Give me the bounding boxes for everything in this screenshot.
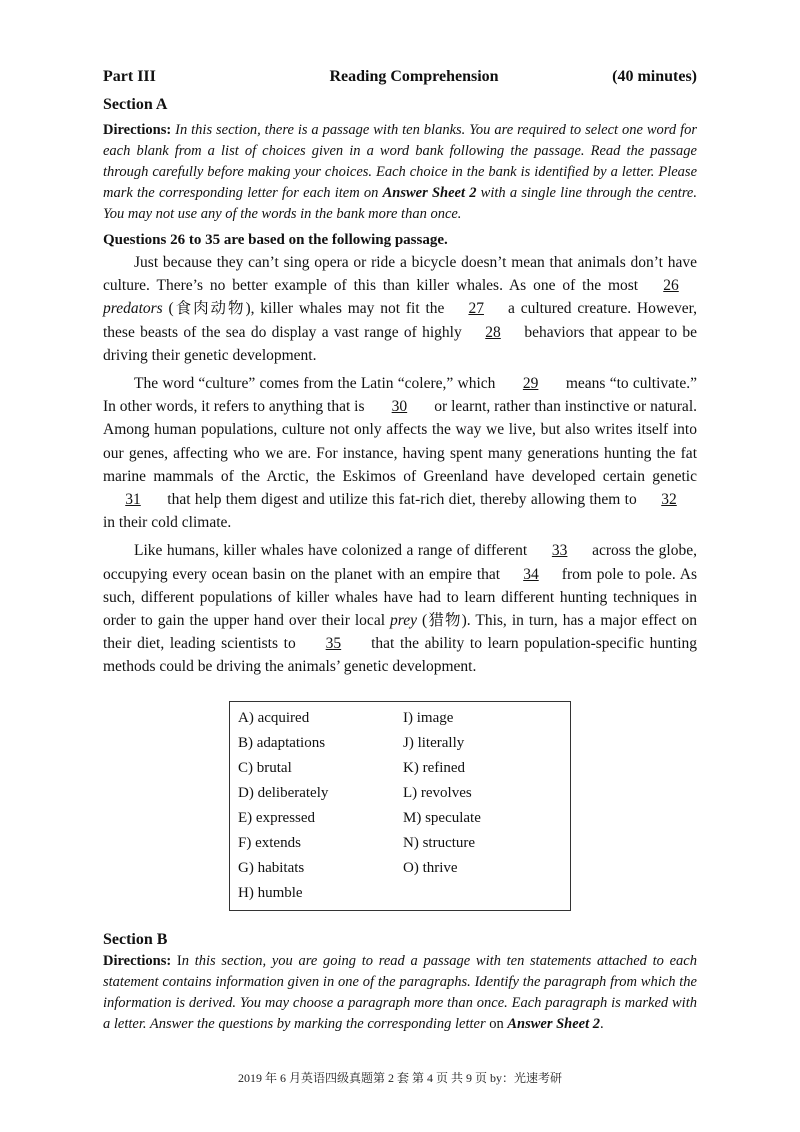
text-run: means “to cultivate.” In other words, it refers to anything that is xyxy=(103,375,697,416)
passage-paragraph-1 xyxy=(103,251,697,367)
text-run: (猎物). This, in turn, has a major effect on their diet, leading scientists to xyxy=(103,612,698,653)
word-option: K) refined xyxy=(403,759,466,776)
text-run: that help them digest and utilize this fat-rich diet, thereby allowing them to xyxy=(163,491,641,509)
text-run: (食肉动物), killer whales may not fit the xyxy=(162,300,451,318)
blank-29: 29 xyxy=(522,375,539,393)
word-option: L) revolves xyxy=(403,784,472,801)
text-run: from pole to pole. As such, different populations of killer whales have had to learn different hunting techniques in order to gain the upper hand over their local xyxy=(103,565,697,630)
page-footer: 2019 年 6 月英语四级真题第 2 套 第 4 页 共 9 页 by：光速考研 xyxy=(237,1071,562,1085)
section-a-directions xyxy=(103,120,697,225)
directions-text-end: with a single line through the centre. You may not use any of the words in the bank more than once. xyxy=(103,185,697,222)
directions-label: Directions: xyxy=(103,122,172,138)
word-option: G) habitats xyxy=(238,859,305,876)
directions-text: In this section, there is a passage with ten blanks. You are required to select one word for each blank from a list of choices given in a word bank following the passage. Read the passage through carefully before making your choices. Each choice in the bank is identified by a letter. Please mark the corresponding letter for each item on xyxy=(103,122,697,201)
word-option: O) thrive xyxy=(403,859,458,876)
text-run: or learnt, rather than instinctive or natural. Among human populations, culture not only affects the way we live, but also writes itself into our genes, affecting who we are. For instance, having spent many generations hunting the fat marine mammals of the Arctic, the Eskimos of Greenland have developed certain genetic xyxy=(103,398,697,485)
blank-31: 31 xyxy=(125,491,141,509)
word-option: J) literally xyxy=(403,734,465,751)
text-run: The word “culture” comes from the Latin “colere,” which xyxy=(134,375,500,393)
word-bank xyxy=(229,701,571,911)
italic-term: prey xyxy=(390,612,417,630)
text-run: that the ability to learn population-specific hunting methods could be driving the animals’ genetic development. xyxy=(103,635,697,676)
blank-33: 33 xyxy=(551,542,568,560)
blank-32: 32 xyxy=(661,491,677,509)
part-label: Part III xyxy=(103,68,156,85)
text-run: Like humans, killer whales have colonized a range of different xyxy=(134,542,532,560)
time-limit: (40 minutes) xyxy=(612,68,697,85)
text-run: in their cold climate. xyxy=(103,514,232,532)
directions-on: on xyxy=(489,1015,504,1032)
directions-text: n this section, you are going to read a passage with ten statements attached to each statement contains information given in one of the paragraphs. Identify the paragraph from which the information is derived. You may choose a paragraph more than once. Each paragraph is marked with a letter. Answer the questions by marking the corresponding letter xyxy=(103,952,697,1032)
word-option: C) brutal xyxy=(238,759,292,776)
word-option: M) speculate xyxy=(403,809,481,826)
answer-sheet-ref: Answer Sheet 2 xyxy=(382,185,477,201)
directions-label: Directions: xyxy=(103,952,172,969)
exam-page xyxy=(103,66,697,1035)
word-option: A) acquired xyxy=(238,709,310,726)
word-option: N) structure xyxy=(403,834,476,851)
blank-27: 27 xyxy=(468,300,484,318)
blank-34: 34 xyxy=(523,565,539,583)
word-option xyxy=(403,881,562,906)
text-run: behaviors that appear to be driving their genetic development. xyxy=(103,323,697,364)
section-b-directions xyxy=(103,951,697,1035)
italic-term: predators xyxy=(103,300,163,318)
blank-26: 26 xyxy=(663,277,679,295)
word-option: D) deliberately xyxy=(238,784,329,801)
blank-35: 35 xyxy=(325,635,342,653)
word-option: F) extends xyxy=(238,834,301,851)
passage-paragraph-2 xyxy=(103,372,697,534)
part-header xyxy=(103,66,697,88)
directions-end: . xyxy=(600,1015,604,1032)
blank-30: 30 xyxy=(391,398,408,416)
word-option: E) expressed xyxy=(238,809,316,826)
section-a-title: Section A xyxy=(103,96,168,113)
text-run: a cultured creature. However, these beasts of the sea do display a vast range of highly xyxy=(103,300,697,341)
part-title: Reading Comprehension xyxy=(329,68,499,85)
text-run: across the globe, occupying every ocean basin on the planet with an empire that xyxy=(103,542,697,583)
passage-paragraph-3 xyxy=(103,539,697,678)
word-option: H) humble xyxy=(238,884,303,901)
directions-text-initial: I xyxy=(171,952,182,969)
answer-sheet-ref: Answer Sheet 2 xyxy=(507,1015,601,1032)
word-option: B) adaptations xyxy=(238,734,326,751)
blank-28: 28 xyxy=(485,323,501,341)
text-run: Just because they can’t sing opera or ride a bicycle doesn’t mean that animals don’t have culture. There’s no better example of this than killer whales. As one of the most xyxy=(103,254,697,295)
section-b-title: Section B xyxy=(103,930,168,948)
questions-heading: Questions 26 to 35 are based on the following passage. xyxy=(103,232,448,248)
word-option: I) image xyxy=(403,709,454,726)
